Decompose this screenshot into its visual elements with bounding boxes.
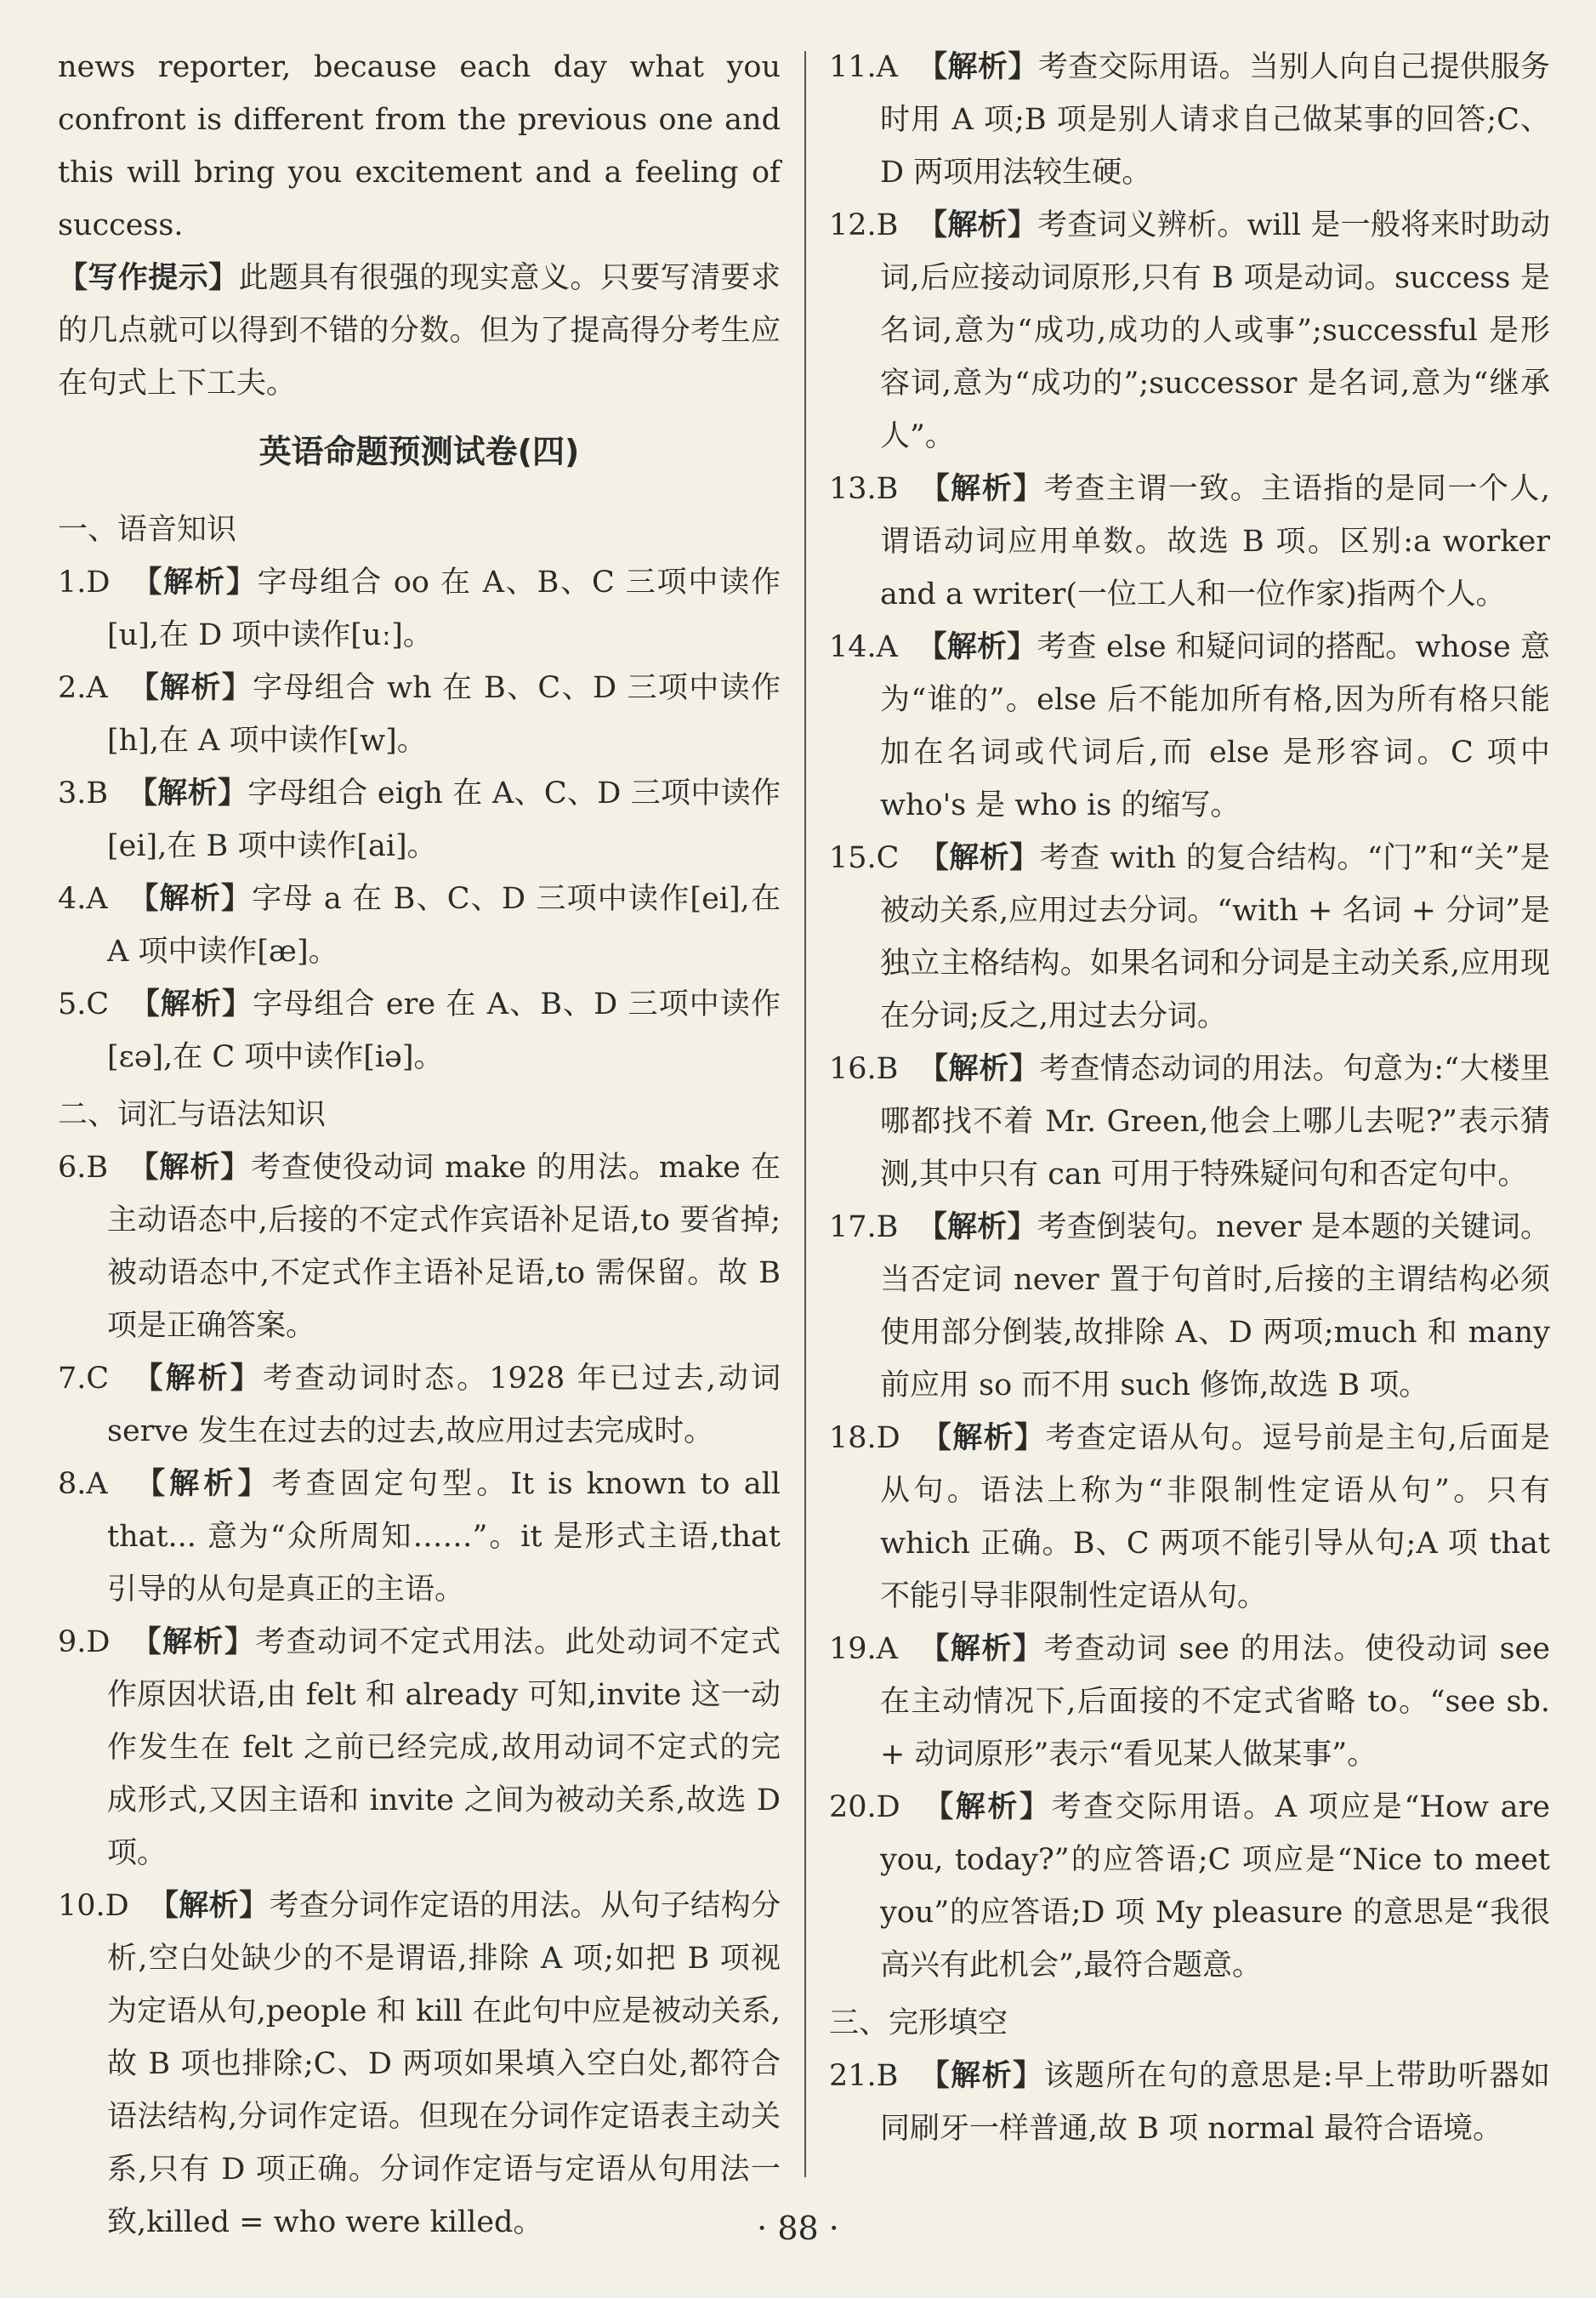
item-number: 7.C (58, 1362, 110, 1396)
answer-item (829, 1412, 1550, 1623)
item-number: 16.B (829, 1052, 899, 1086)
analysis-label: 【解析】 (128, 671, 253, 705)
item-number: 4.A (58, 882, 108, 916)
analysis-label: 【解析】 (919, 1632, 1044, 1666)
analysis-text: 考查分词作定语的用法。从句子结构分析,空白处缺少的不是谓语,排除 A 项;如把 B 项视为定语从句,people 和 kill 在此句中应是被动关系,故 B 项也排除;C、D 两项如果填入空白处,都符合语法结构,分词作定语。但现在分词作定语表主动关系,只有 D 项正确。分词作定语与定语从句用法一致,killed = who were killed。 (107, 1889, 781, 2239)
analysis-text: 考查情态动词的用法。句意为:“大楼里哪都找不着 Mr. Green,他会上哪儿去呢?”表示猜测,其中只有 can 可用于特殊疑问句和否定句中。 (880, 1052, 1550, 1192)
analysis-text: 考查 else 和疑问词的搭配。whose 意为“谁的”。else 后不能加所有格,因为所有格只能加在名词或代词后,而 else 是形容词。C 项中 who's 是 who is 的缩写。 (880, 630, 1550, 822)
item-number: 20.D (829, 1790, 900, 1824)
answer-item (829, 41, 1550, 199)
analysis-text: 考查固定句型。It is known to all that... 意为“众所周知……”。it 是形式主语,that 引导的从句是真正的主语。 (107, 1467, 781, 1607)
answer-item (829, 463, 1550, 621)
left-column (58, 41, 781, 2249)
answer-item (58, 978, 781, 1084)
item-number: 10.D (58, 1889, 129, 1923)
analysis-label: 【解析】 (131, 1625, 256, 1659)
item-number: 12.B (829, 208, 899, 242)
item-number: 13.B (829, 472, 899, 506)
answer-item (58, 873, 781, 978)
analysis-label: 【解析】 (128, 882, 253, 916)
analysis-text: 考查动词 see 的用法。使役动词 see 在主动情况下,后面接的不定式省略 to。“see sb. + 动词原形”表示“看见某人做某事”。 (880, 1632, 1550, 1772)
answer-item (829, 1781, 1550, 1992)
analysis-text: 考查定语从句。逗号前是主句,后面是从句。语法上称为“非限制性定语从句”。只有 which 正确。B、C 两项不能引导从句;A 项 that 不能引导非限制性定语从句。 (880, 1421, 1550, 1613)
analysis-label: 【解析】 (128, 776, 248, 811)
analysis-label: 【解析】 (919, 2059, 1044, 2093)
item-number: 5.C (58, 987, 110, 1021)
analysis-label: 【解析】 (923, 1790, 1052, 1824)
analysis-text: 字母组合 wh 在 B、C、D 三项中读作[h],在 A 项中读作[w]。 (107, 671, 781, 758)
section-title-vocab-grammar: 二、词汇与语法知识 (58, 1098, 327, 1132)
answer-item (829, 1201, 1550, 1412)
item-number: 19.A (829, 1632, 898, 1666)
answer-item (58, 767, 781, 873)
item-number: 18.D (829, 1421, 900, 1455)
analysis-label: 【解析】 (128, 1151, 252, 1185)
analysis-label: 【解析】 (917, 50, 1038, 84)
answer-item (58, 1141, 781, 1352)
item-number: 15.C (829, 841, 900, 875)
writing-tip-label: 【写作提示】 (58, 261, 239, 295)
answer-item (58, 1458, 781, 1616)
analysis-text: 考查动词不定式用法。此处动词不定式作原因状语,由 felt 和 already 可知,invite 这一动作发生在 felt 之前已经完成,故用动词不定式的完成形式,又因主语和 invite 之间为被动关系,故选 D 项。 (107, 1625, 781, 1870)
answer-item (829, 1623, 1550, 1781)
item-number: 21.B (829, 2059, 899, 2093)
analysis-label: 【解析】 (917, 630, 1037, 664)
answer-item (829, 199, 1550, 463)
answer-item (58, 556, 781, 662)
column-divider (804, 51, 806, 2177)
item-number: 8.A (58, 1467, 108, 1501)
analysis-text: 考查交际用语。当别人向自己提供服务时用 A 项;B 项是别人请求自己做某事的回答;C、D 两项用法较生硬。 (880, 50, 1550, 190)
analysis-text: 考查交际用语。A 项应是“How are you, today?”的应答语;C 项应是“Nice to meet you”的应答语;D 项 My pleasure 的意思是“我很高兴有此机会”,最符合题意。 (880, 1790, 1550, 1982)
item-number: 1.D (58, 566, 111, 600)
answer-item (829, 2050, 1550, 2155)
analysis-label: 【解析】 (917, 1052, 1040, 1086)
analysis-label: 【解析】 (135, 1467, 272, 1501)
analysis-text: 考查动词时态。1928 年已过去,动词 serve 发生在过去的过去,故应用过去完成时。 (107, 1362, 781, 1448)
analysis-text: 字母组合 ere 在 A、B、D 三项中读作[ɛə],在 C 项中读作[iə]。 (107, 987, 781, 1074)
page-number: · 88 · (757, 2210, 839, 2247)
analysis-text: 字母组合 eigh 在 A、C、D 三项中读作[ei],在 B 项中读作[ai]。 (107, 776, 781, 863)
analysis-text: 考查使役动词 make 的用法。make 在主动语态中,后接的不定式作宾语补足语,to 要省掉;被动语态中,不定式作主语补足语,to 需保留。故 B 项是正确答案。 (107, 1151, 781, 1343)
analysis-label: 【解析】 (148, 1889, 270, 1923)
analysis-text: 字母组合 oo 在 A、B、C 三项中读作[u],在 D 项中读作[uː]。 (107, 566, 781, 652)
item-number: 9.D (58, 1625, 111, 1659)
analysis-label: 【解析】 (133, 1362, 263, 1396)
analysis-label: 【解析】 (132, 566, 258, 600)
analysis-label: 【解析】 (921, 1421, 1046, 1455)
item-number: 6.B (58, 1151, 109, 1185)
writing-tip (58, 252, 781, 410)
paper-title: 英语命题预测试卷(四) (258, 433, 580, 470)
item-number: 3.B (58, 776, 109, 811)
section-title-phonetics: 一、语音知识 (58, 513, 237, 547)
right-column (829, 41, 1550, 2155)
answer-item (58, 1616, 781, 1880)
analysis-text: 考查词义辨析。will 是一般将来时助动词,后应接动词原形,只有 B 项是动词。success 是名词,意为“成功,成功的人或事”;successful 是形容词,意为“成功的”;successor 是名词,意为“继承人”。 (880, 208, 1550, 453)
item-number: 17.B (829, 1210, 899, 1244)
answer-item (829, 1043, 1550, 1201)
item-number: 11.A (829, 50, 898, 84)
answer-item (829, 832, 1550, 1043)
answer-item (58, 1880, 781, 2249)
intro-paragraph: news reporter, because each day what you confront is different from the previous one and this will bring you excitement and a feeling of success. (58, 50, 781, 242)
analysis-label: 【解析】 (917, 208, 1037, 242)
item-number: 2.A (58, 671, 108, 705)
analysis-label: 【解析】 (129, 987, 253, 1021)
answer-item (58, 1352, 781, 1458)
answer-item (58, 662, 781, 767)
analysis-text: 考查 with 的复合结构。“门”和“关”是被动关系,应用过去分词。“with + 名词 + 分词”是独立主格结构。如果名词和分词是主动关系,应用现在分词;反之,用过去分词。 (880, 841, 1550, 1033)
analysis-text: 字母 a 在 B、C、D 三项中读作[ei],在 A 项中读作[æ]。 (107, 882, 781, 969)
analysis-label: 【解析】 (919, 472, 1044, 506)
writing-tip-text: 此题具有很强的现实意义。只要写清要求的几点就可以得到不错的分数。但为了提高得分考生应在句式上下工夫。 (58, 261, 781, 401)
analysis-text: 该题所在句的意思是:早上带助听器如同刷牙一样普通,故 B 项 normal 最符合语境。 (880, 2059, 1550, 2146)
answer-item (829, 621, 1550, 832)
item-number: 14.A (829, 630, 898, 664)
analysis-label: 【解析】 (917, 1210, 1037, 1244)
section-title-cloze: 三、完形填空 (829, 2006, 1008, 2040)
analysis-text: 考查倒装句。never 是本题的关键词。当否定词 never 置于句首时,后接的主谓结构必须使用部分倒装,故排除 A、D 两项;much 和 many 前应用 so 而不用 such 修饰,故选 B 项。 (880, 1210, 1550, 1402)
analysis-label: 【解析】 (918, 841, 1040, 875)
analysis-text: 考查主谓一致。主语指的是同一个人,谓语动词应用单数。故选 B 项。区别:a worker and a writer(一位工人和一位作家)指两个人。 (880, 472, 1550, 611)
